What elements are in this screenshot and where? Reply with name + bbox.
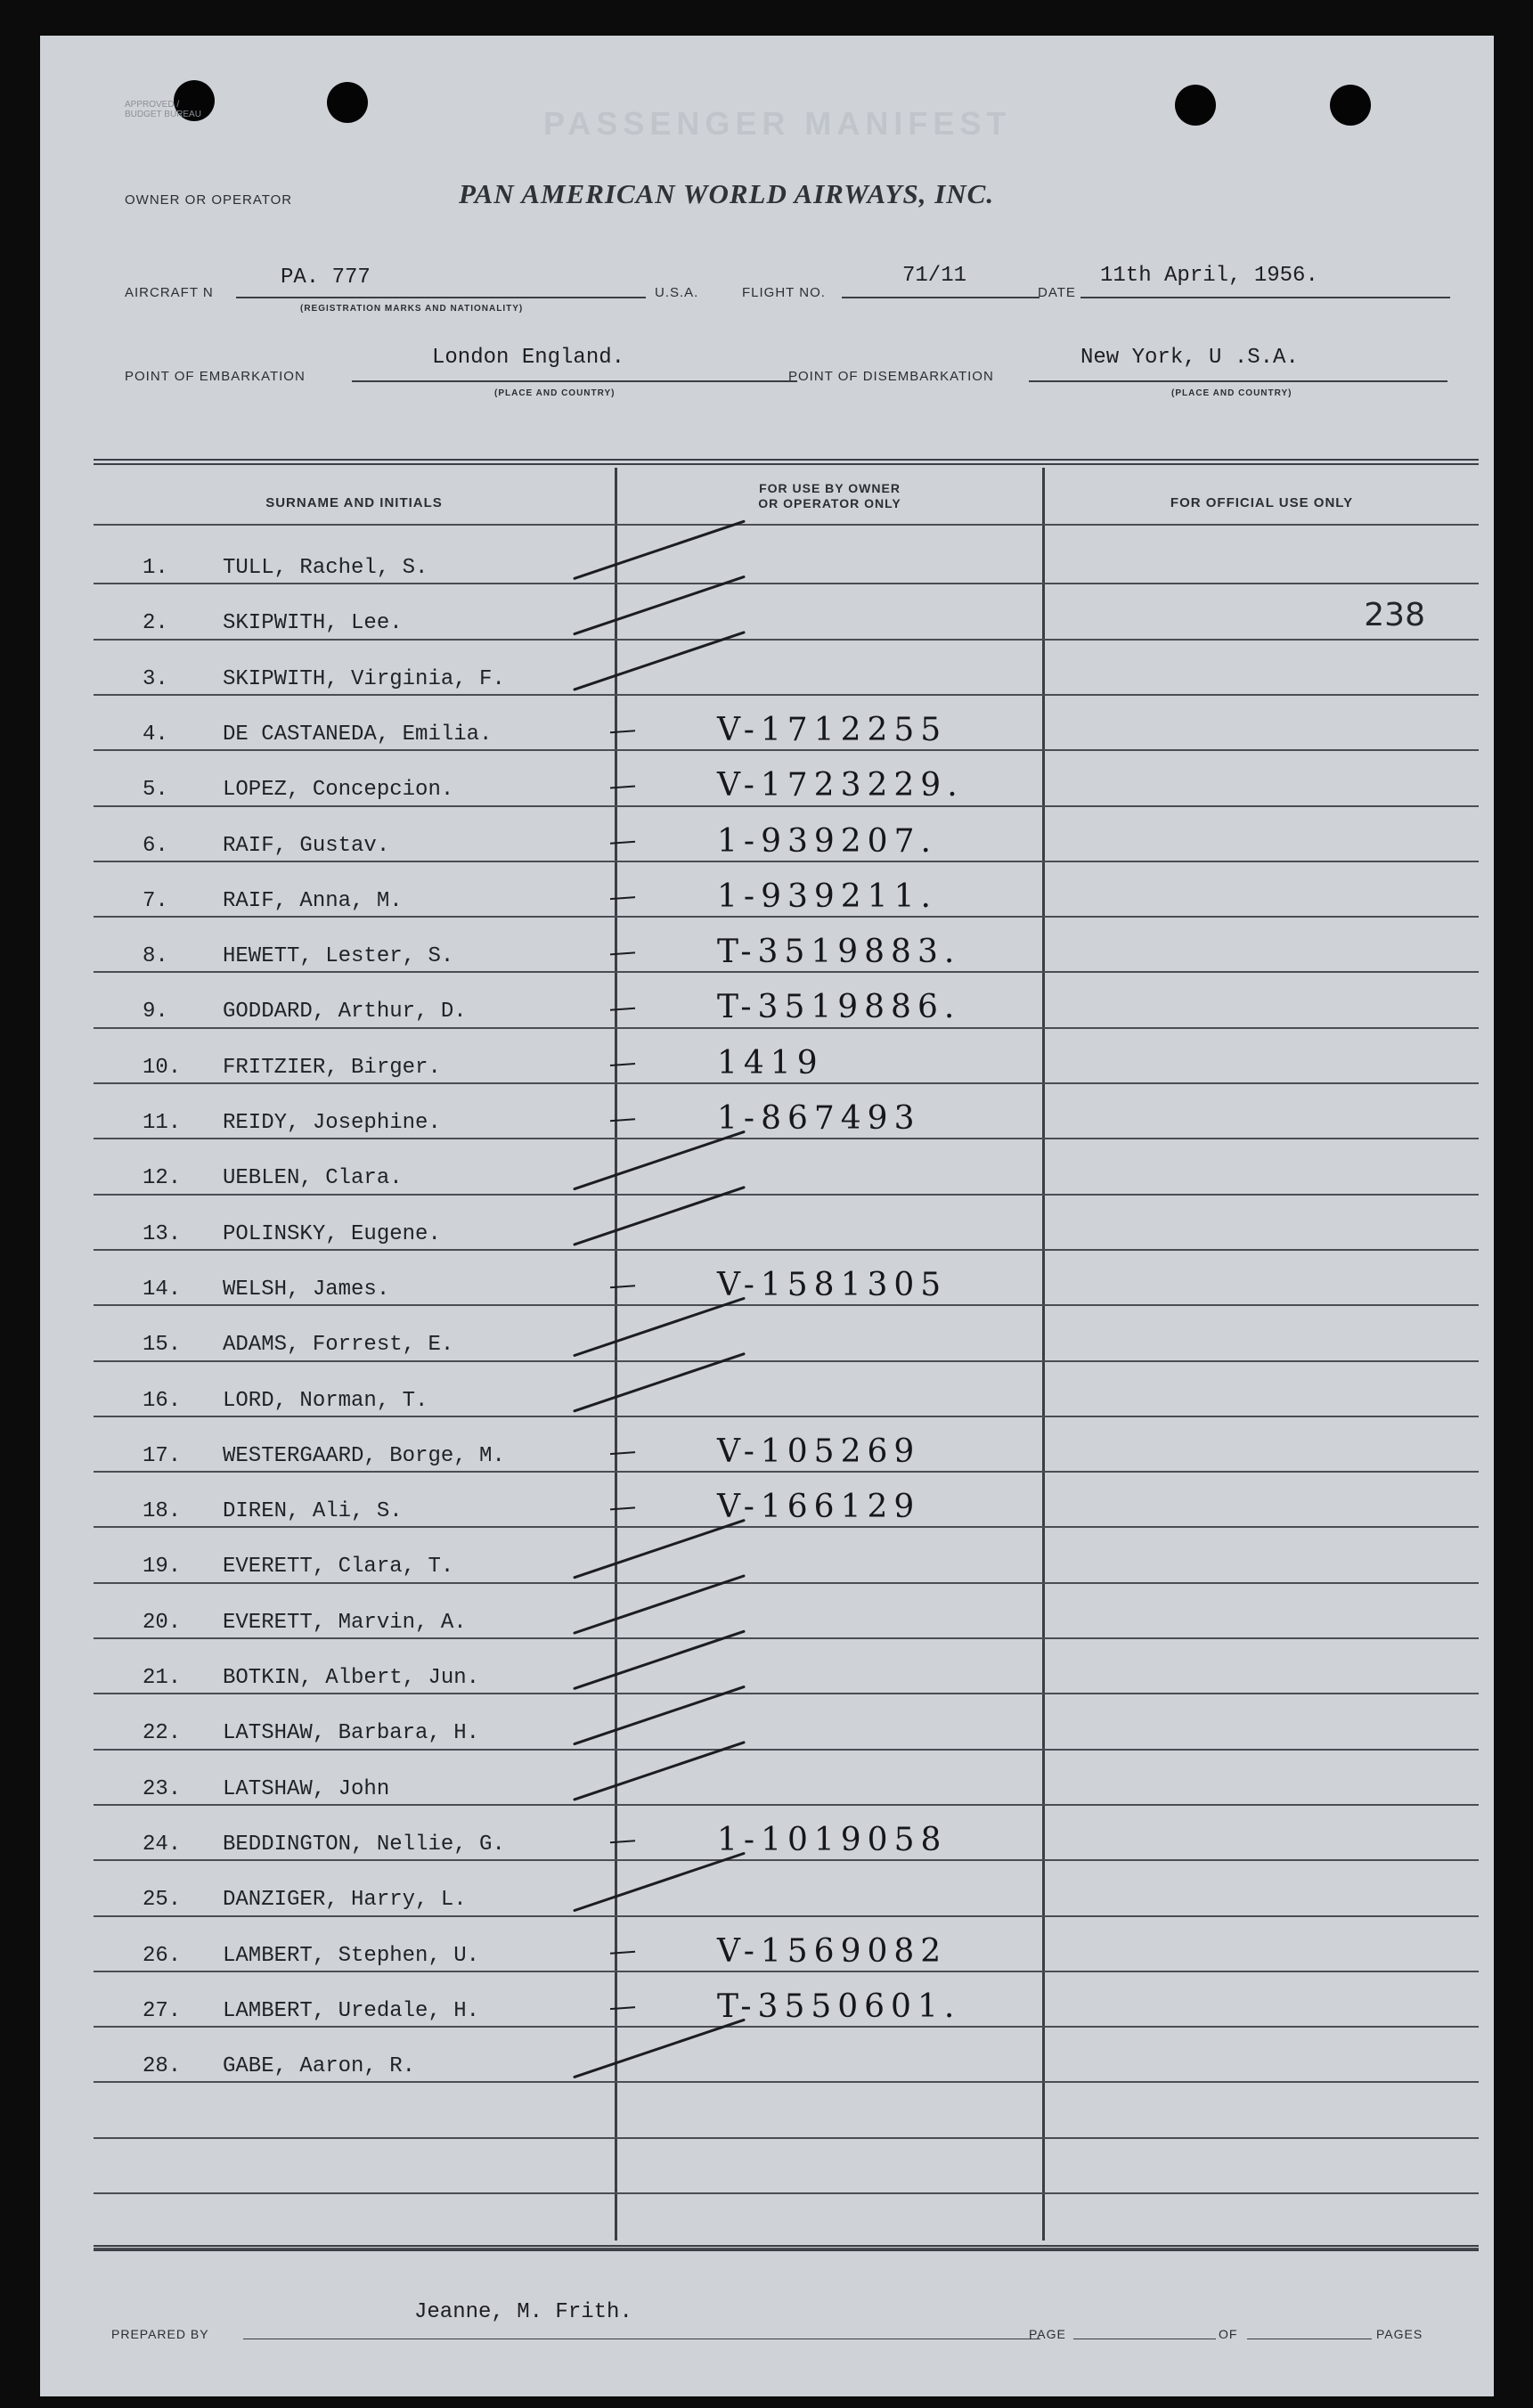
handwritten-ticket-number: 1-867493 <box>717 1100 921 1137</box>
passenger-name: SKIPWITH, Virginia, F. <box>223 666 505 691</box>
handwritten-ticket-number: V-1723229. <box>717 767 964 804</box>
pen-dash <box>610 787 635 788</box>
pen-tick <box>575 633 744 690</box>
passenger-name: BEDDINGTON, Nellie, G. <box>223 1832 505 1857</box>
passenger-name: RAIF, Gustav. <box>223 833 390 858</box>
owner-label: OWNER OR OPERATOR <box>125 192 293 208</box>
col-surname-header: SURNAME AND INITIALS <box>265 495 443 510</box>
pen-tick <box>575 1631 744 1688</box>
passenger-name: LATSHAW, John <box>223 1776 390 1801</box>
row-number: 13. <box>143 1221 182 1246</box>
operator-name: PAN AMERICAN WORLD AIRWAYS, INC. <box>459 178 995 209</box>
pen-dash <box>610 952 635 954</box>
handwritten-ticket-number: T-3519886. <box>717 989 961 1026</box>
row-number: 9. <box>143 1000 168 1024</box>
passenger-name: WESTERGAARD, Borge, M. <box>223 1443 505 1468</box>
handwritten-ticket-number: 1-939211. <box>717 877 937 915</box>
row-number: 8. <box>143 944 168 969</box>
row-number: 24. <box>143 1832 182 1857</box>
pen-tick <box>575 1521 744 1578</box>
passenger-name: LAMBERT, Uredale, H. <box>223 1998 480 2023</box>
passenger-name: TULL, Rachel, S. <box>223 556 428 580</box>
embarkation-value: London England. <box>432 346 625 370</box>
pen-dash <box>610 1286 635 1287</box>
row-number: 19. <box>143 1555 182 1579</box>
official-note: 238 <box>1364 597 1425 634</box>
pen-dash <box>610 1064 635 1065</box>
row-number: 14. <box>143 1277 182 1302</box>
approval-stamp: APPROVED / BUDGET BUREAU <box>125 100 201 119</box>
row-number: 10. <box>143 1055 182 1080</box>
aircraft-sublabel: (REGISTRATION MARKS AND NATIONALITY) <box>300 304 524 314</box>
pen-dash <box>610 897 635 899</box>
row-number: 23. <box>143 1776 182 1801</box>
handwritten-ticket-number: V-1712255 <box>717 711 948 748</box>
passenger-name: LOPEZ, Concepcion. <box>223 778 454 803</box>
handwritten-ticket-number: V-105269 <box>717 1433 921 1470</box>
row-number: 21. <box>143 1666 182 1690</box>
pen-tick <box>575 1299 744 1356</box>
row-number: 6. <box>143 833 168 858</box>
pen-tick <box>575 1687 744 1744</box>
pen-dash <box>610 731 635 732</box>
row-number: 2. <box>143 611 168 636</box>
handwritten-ticket-number: V-1581305 <box>717 1266 948 1303</box>
passenger-name: DIREN, Ali, S. <box>223 1499 403 1524</box>
pen-dash <box>610 1119 635 1121</box>
pen-dash <box>610 1507 635 1509</box>
row-number: 3. <box>143 666 168 691</box>
pen-dash <box>610 1952 635 1954</box>
handwritten-ticket-number: V-1569082 <box>717 1932 948 1970</box>
pen-tick <box>575 2020 744 2077</box>
pen-tick <box>575 1354 744 1411</box>
handwritten-ticket-number: T-3550601. <box>717 1988 961 2025</box>
row-number: 26. <box>143 1943 182 1968</box>
row-number: 22. <box>143 1721 182 1746</box>
row-number: 20. <box>143 1610 182 1635</box>
disembarkation-sublabel: (PLACE AND COUNTRY) <box>1171 388 1292 398</box>
pen-dash <box>610 1452 635 1454</box>
row-number: 4. <box>143 722 168 747</box>
pen-dash <box>610 842 635 844</box>
passenger-name: LATSHAW, Barbara, H. <box>223 1721 480 1746</box>
handwritten-ticket-number: 1419 <box>717 1044 824 1082</box>
aircraft-value: PA. 777 <box>281 265 371 290</box>
embarkation-label: POINT OF EMBARKATION <box>125 369 306 384</box>
pen-tick <box>575 1743 744 1800</box>
row-number: 17. <box>143 1443 182 1468</box>
of-label: OF <box>1219 2327 1238 2341</box>
page-label: PAGE <box>1029 2327 1066 2341</box>
manifest-sheet <box>40 36 1494 2396</box>
col-official-header: FOR OFFICIAL USE ONLY <box>1170 495 1354 510</box>
pen-tick <box>575 1854 744 1911</box>
pen-tick <box>575 1188 744 1245</box>
handwritten-ticket-number: 1-939207. <box>717 822 937 860</box>
pen-tick <box>575 1132 744 1189</box>
passenger-name: REIDY, Josephine. <box>223 1111 441 1135</box>
prepared-by-value: Jeanne, M. Frith. <box>414 2300 632 2324</box>
pen-dash <box>610 2007 635 2009</box>
row-number: 15. <box>143 1333 182 1358</box>
passenger-name: WELSH, James. <box>223 1277 390 1302</box>
row-number: 25. <box>143 1888 182 1913</box>
date-value: 11th April, 1956. <box>1100 264 1318 288</box>
passenger-name: DANZIGER, Harry, L. <box>223 1888 467 1913</box>
row-number: 11. <box>143 1111 182 1135</box>
row-number: 27. <box>143 1998 182 2023</box>
passenger-name: ADAMS, Forrest, E. <box>223 1333 454 1358</box>
row-number: 16. <box>143 1388 182 1413</box>
faint-title: PASSENGER MANIFEST <box>543 105 1012 142</box>
row-number: 18. <box>143 1499 182 1524</box>
passenger-name: EVERETT, Marvin, A. <box>223 1610 467 1635</box>
passenger-name: BOTKIN, Albert, Jun. <box>223 1666 480 1690</box>
pen-tick <box>575 1576 744 1633</box>
pen-dash <box>610 1008 635 1010</box>
handwritten-ticket-number: T-3519883. <box>717 934 961 971</box>
pen-marks <box>40 36 1494 2396</box>
passenger-name: DE CASTANEDA, Emilia. <box>223 722 493 747</box>
disembarkation-value: New York, U .S.A. <box>1080 346 1299 370</box>
embarkation-sublabel: (PLACE AND COUNTRY) <box>494 388 616 398</box>
passenger-name: LORD, Norman, T. <box>223 1388 428 1413</box>
row-number: 28. <box>143 2054 182 2079</box>
passenger-name: HEWETT, Lester, S. <box>223 944 454 969</box>
aircraft-label: AIRCRAFT N <box>125 285 214 300</box>
usa-label: U.S.A. <box>655 285 699 300</box>
col-owner-header-line1: FOR USE BY OWNER <box>759 481 901 495</box>
col-owner-header-line2: OR OPERATOR ONLY <box>758 496 901 510</box>
passenger-name: GODDARD, Arthur, D. <box>223 1000 467 1024</box>
date-label: DATE <box>1038 285 1076 300</box>
prepared-by-label: PREPARED BY <box>111 2327 209 2341</box>
disembarkation-label: POINT OF DISEMBARKATION <box>788 369 994 384</box>
pen-dash <box>610 1841 635 1842</box>
pen-tick <box>575 521 744 578</box>
passenger-name: POLINSKY, Eugene. <box>223 1221 441 1246</box>
row-number: 5. <box>143 778 168 803</box>
passenger-name: EVERETT, Clara, T. <box>223 1555 454 1579</box>
passenger-name: SKIPWITH, Lee. <box>223 611 403 636</box>
pages-label: PAGES <box>1376 2327 1423 2341</box>
row-number: 12. <box>143 1166 182 1191</box>
row-number: 1. <box>143 556 168 580</box>
pen-tick <box>575 577 744 634</box>
row-number: 7. <box>143 888 168 913</box>
passenger-name: UEBLEN, Clara. <box>223 1166 403 1191</box>
passenger-name: GABE, Aaron, R. <box>223 2054 416 2079</box>
handwritten-ticket-number: V-166129 <box>717 1489 921 1526</box>
handwritten-ticket-number: 1-1019058 <box>717 1821 948 1858</box>
passenger-name: FRITZIER, Birger. <box>223 1055 441 1080</box>
flight-label: FLIGHT NO. <box>742 285 826 300</box>
flight-value: 71/11 <box>902 264 967 288</box>
passenger-name: RAIF, Anna, M. <box>223 888 403 913</box>
passenger-name: LAMBERT, Stephen, U. <box>223 1943 480 1968</box>
